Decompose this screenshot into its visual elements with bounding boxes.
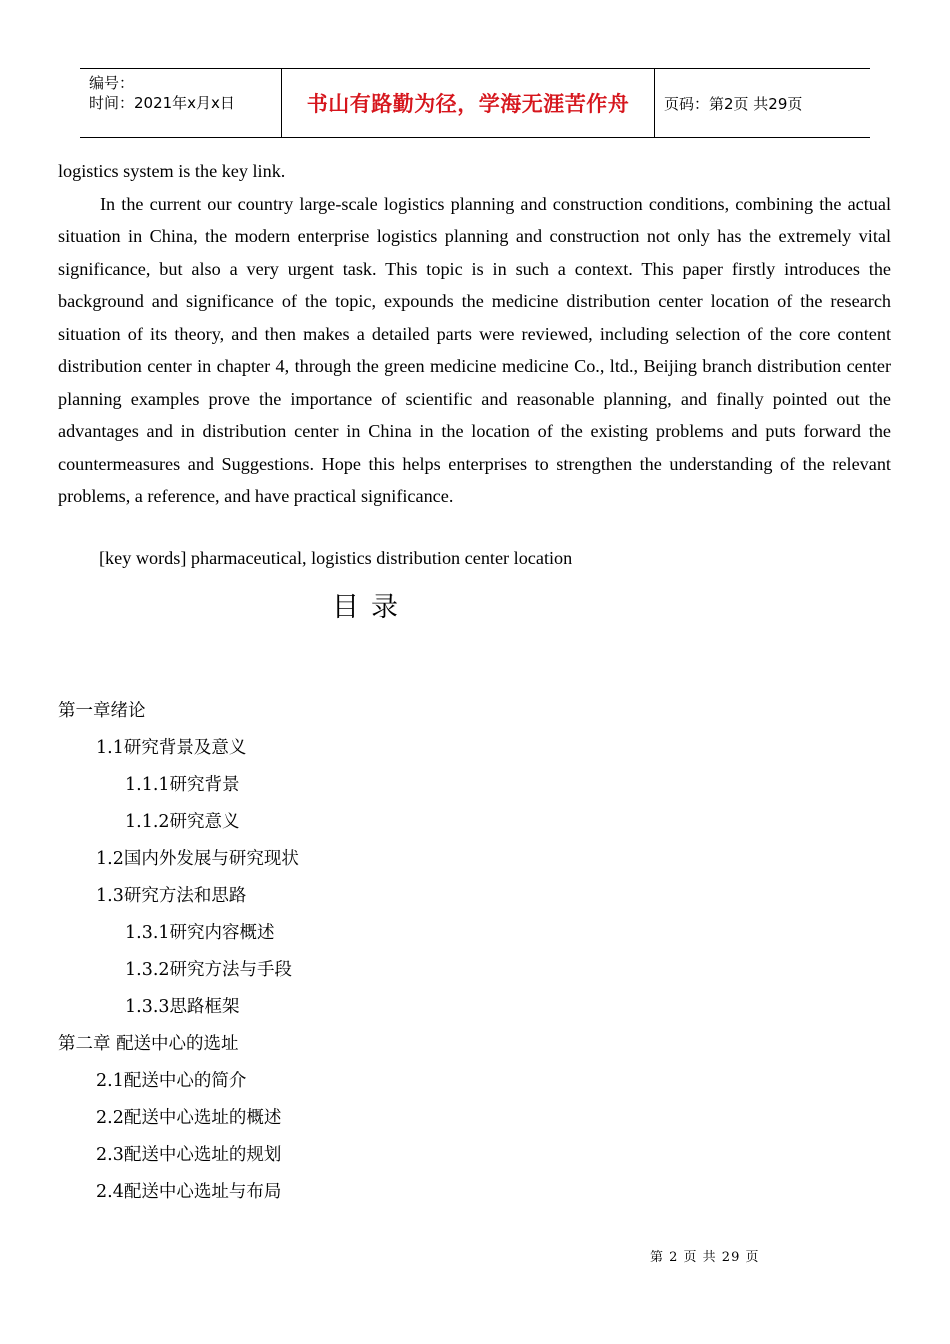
toc-item[interactable]: 1.2国内外发展与研究现状: [96, 849, 299, 869]
page-header: [80, 68, 870, 138]
toc-item[interactable]: 2.4配送中心选址与布局: [96, 1182, 282, 1202]
toc-item[interactable]: 1.3.1研究内容概述: [125, 923, 275, 943]
toc-item[interactable]: 2.2配送中心选址的概述: [96, 1108, 282, 1128]
toc-item[interactable]: 1.1研究背景及意义: [96, 738, 247, 758]
abstract-paragraph-2: In the current our country large-scale logistics planning and construction conditions, combining the actual situation in China, the modern enterprise logistics planning and construction not only has the extremely vital significance, but also a very urgent task. This topic is in such a context. This paper firstly introduces the background and significance of the topic, expounds the medicine distribution center location of the research situation of its theory, and then makes a detailed parts were reviewed, including selection of the core content distribution center in chapter 4, through the green medicine medicine Co., ltd., Beijing branch distribution center planning examples prove the importance of scientific and reasonable planning, and finally pointed out the advantages and in distribution center in China in the location of the existing problems and puts forward the countermeasures and Suggestions. Hope this helps enterprises to strengthen the understanding of the relevant problems, a reference, and have practical significance.: [58, 193, 891, 506]
toc-item[interactable]: 1.3研究方法和思路: [96, 886, 247, 906]
toc-item[interactable]: 1.1.1研究背景: [125, 775, 240, 795]
header-page-info: 页码：第2页 共29页: [664, 94, 803, 113]
toc-item[interactable]: 第二章 配送中心的选址: [58, 1034, 239, 1054]
toc-item[interactable]: 1.1.2研究意义: [125, 812, 240, 832]
abstract-body: [58, 155, 891, 513]
toc-title: 目录: [332, 592, 410, 623]
header-motto: 书山有路勤为径，学海无涯苦作舟: [281, 69, 655, 137]
abstract-paragraph-1: logistics system is the key link.: [58, 161, 286, 181]
page-footer: 第 2 页 共 29 页: [650, 1250, 760, 1265]
toc-item[interactable]: 第一章绪论: [58, 701, 146, 721]
toc-item[interactable]: 2.3配送中心选址的规划: [96, 1145, 282, 1165]
table-of-contents: [58, 693, 658, 1211]
keywords-line: [key words] pharmaceutical, logistics distribution center location: [99, 548, 573, 568]
time-label: 时间：2021年x月x日: [89, 94, 235, 112]
toc-item[interactable]: 1.3.3思路框架: [125, 997, 240, 1017]
serial-label: 编号：: [89, 74, 135, 92]
header-info: [80, 69, 281, 137]
toc-item[interactable]: 1.3.2研究方法与手段: [125, 960, 293, 980]
toc-item[interactable]: 2.1配送中心的简介: [96, 1071, 247, 1091]
